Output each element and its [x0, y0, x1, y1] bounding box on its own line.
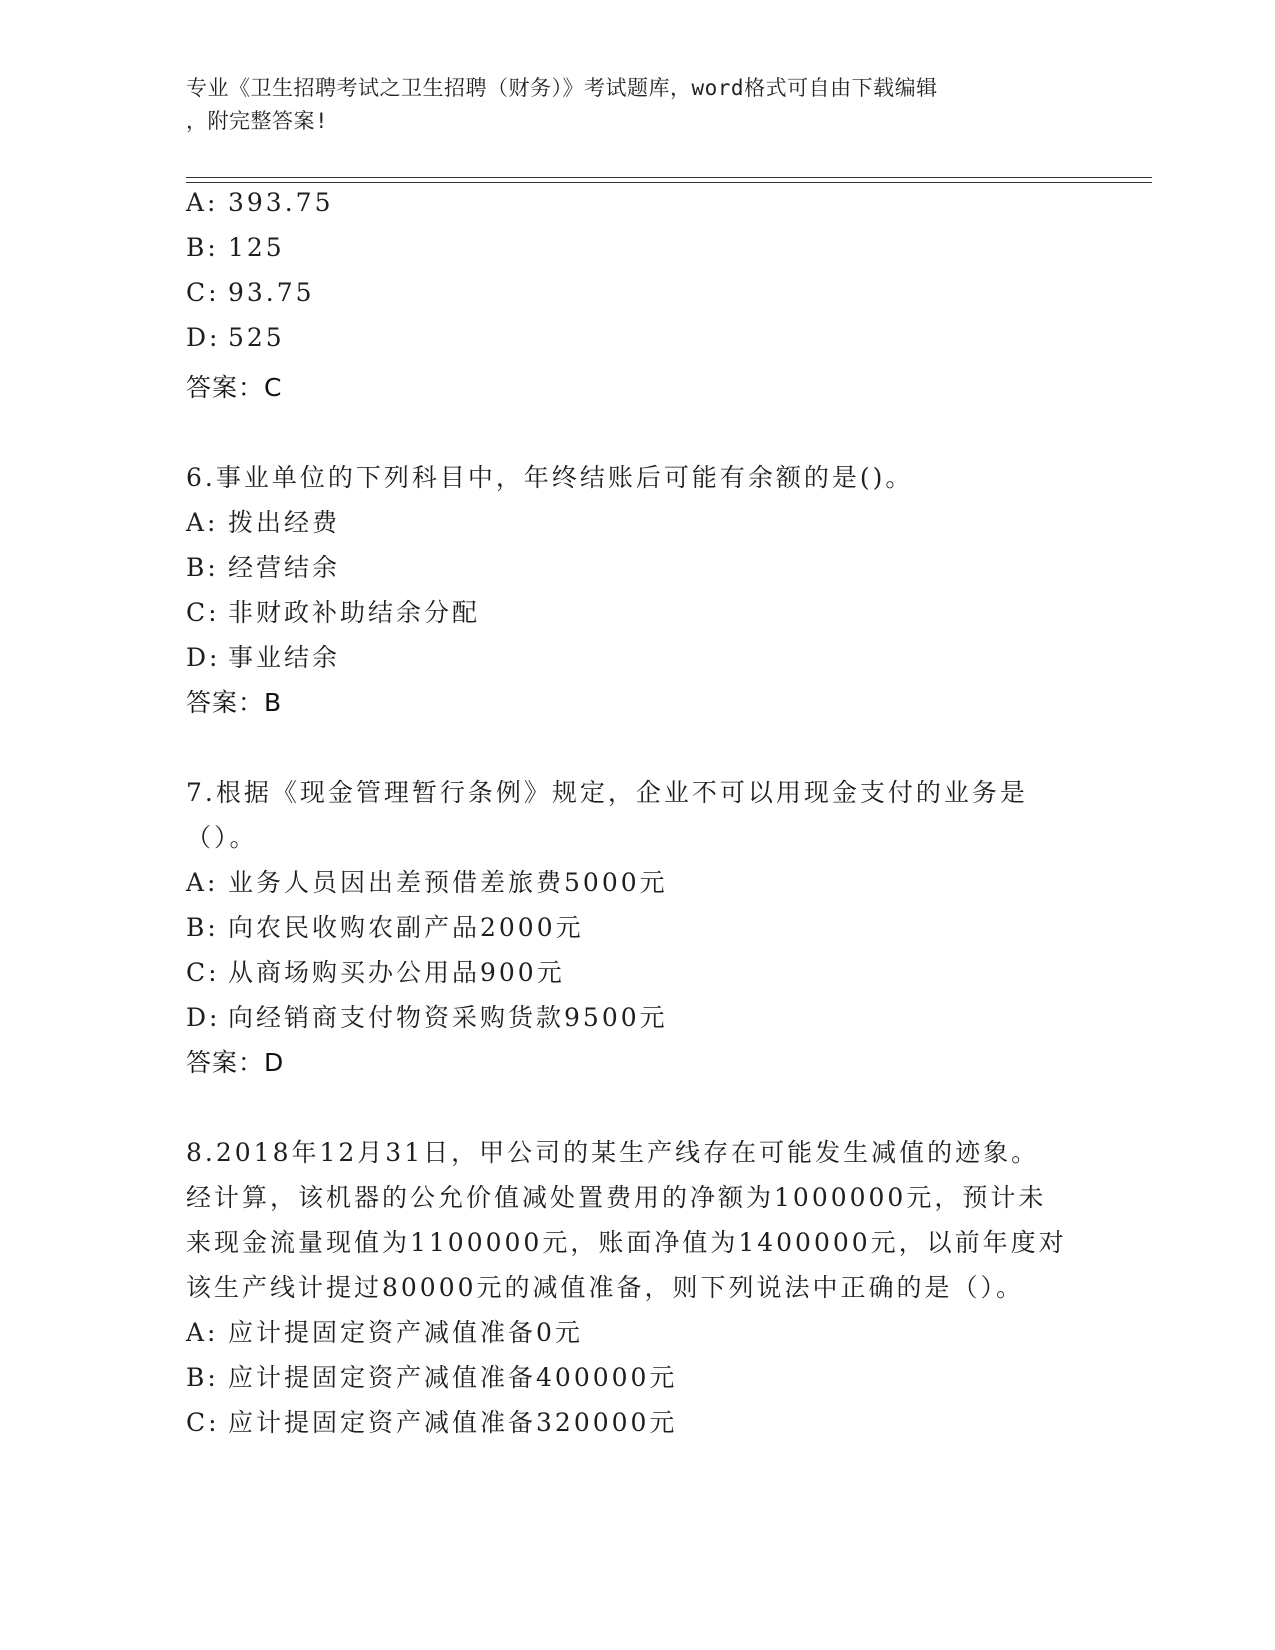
q8-stem-line-2: 经计算，该机器的公允价值减处置费用的净额为1000000元，预计未: [186, 1183, 1047, 1212]
q6-option-a: [186, 503, 340, 539]
option-letter: A:: [186, 508, 219, 537]
option-text: 应计提固定资产减值准备0元: [228, 1318, 583, 1347]
option-letter: B:: [186, 233, 219, 262]
option-letter: A:: [186, 1318, 219, 1347]
q5-answer: 答案：C: [186, 373, 283, 402]
option-text: 非财政补助结余分配: [228, 598, 481, 627]
q7-option-a: [186, 863, 668, 899]
option-letter: A:: [186, 868, 219, 897]
q7-option-b: [186, 908, 584, 944]
option-text: 393.75: [228, 188, 334, 217]
header-divider-top: [186, 177, 1152, 178]
option-letter: A:: [186, 188, 219, 217]
option-text: 应计提固定资产减值准备400000元: [228, 1363, 678, 1392]
q6-option-b: [186, 548, 340, 584]
q8-option-c: [186, 1403, 677, 1439]
option-text: 事业结余: [228, 643, 341, 672]
header-line-2: ，附完整答案!: [186, 109, 329, 133]
q7-answer: 答案：D: [186, 1048, 285, 1077]
q8-stem-line-4: 该生产线计提过80000元的减值准备，则下列说法中正确的是（）。: [186, 1273, 1025, 1302]
option-text: 从商场购买办公用品900元: [228, 958, 565, 987]
header-line-1: 专业《卫生招聘考试之卫生招聘（财务）》考试题库，word格式可自由下载编辑: [186, 76, 938, 100]
q8-stem-line-1: 8.2018年12月31日，甲公司的某生产线存在可能发生减值的迹象。: [186, 1138, 1040, 1167]
q5-option-b: [186, 233, 285, 262]
q6-option-d: [186, 638, 340, 674]
option-letter: B:: [186, 553, 219, 582]
document-header: [186, 72, 1066, 138]
q5-option-a: [186, 188, 333, 217]
option-letter: C:: [186, 1408, 220, 1437]
option-letter: C:: [186, 598, 220, 627]
q6-stem: 6.事业单位的下列科目中，年终结账后可能有余额的是()。: [186, 463, 914, 492]
option-text: 经营结余: [228, 553, 341, 582]
q8-stem-line-3: 来现金流量现值为1100000元，账面净值为1400000元，以前年度对: [186, 1228, 1067, 1257]
q5-option-d: [186, 323, 285, 352]
option-text: 向农民收购农副产品2000元: [228, 913, 584, 942]
option-text: 向经销商支付物资采购货款9500元: [228, 1003, 668, 1032]
option-letter: C:: [186, 278, 220, 307]
option-letter: B:: [186, 1363, 219, 1392]
option-text: 应计提固定资产减值准备320000元: [228, 1408, 678, 1437]
option-text: 拨出经费: [228, 508, 341, 537]
q7-option-d: [186, 998, 668, 1034]
q7-stem-line-2: （）。: [186, 823, 258, 852]
q6-option-c: [186, 593, 480, 629]
q5-option-c: [186, 278, 315, 307]
option-letter: D:: [186, 1003, 221, 1032]
q8-option-b: [186, 1358, 677, 1394]
option-text: 93.75: [228, 278, 315, 307]
option-letter: D:: [186, 643, 221, 672]
q7-option-c: [186, 953, 565, 989]
option-letter: B:: [186, 913, 219, 942]
option-text: 525: [228, 323, 285, 352]
option-text: 业务人员因出差预借差旅费5000元: [228, 868, 668, 897]
q8-option-a: [186, 1313, 583, 1349]
q7-stem-line-1: 7.根据《现金管理暂行条例》规定，企业不可以用现金支付的业务是: [186, 778, 1028, 807]
q6-answer: 答案：B: [186, 688, 283, 717]
header-divider-bottom: [186, 182, 1152, 183]
option-letter: D:: [186, 323, 221, 352]
option-text: 125: [228, 233, 285, 262]
option-letter: C:: [186, 958, 220, 987]
